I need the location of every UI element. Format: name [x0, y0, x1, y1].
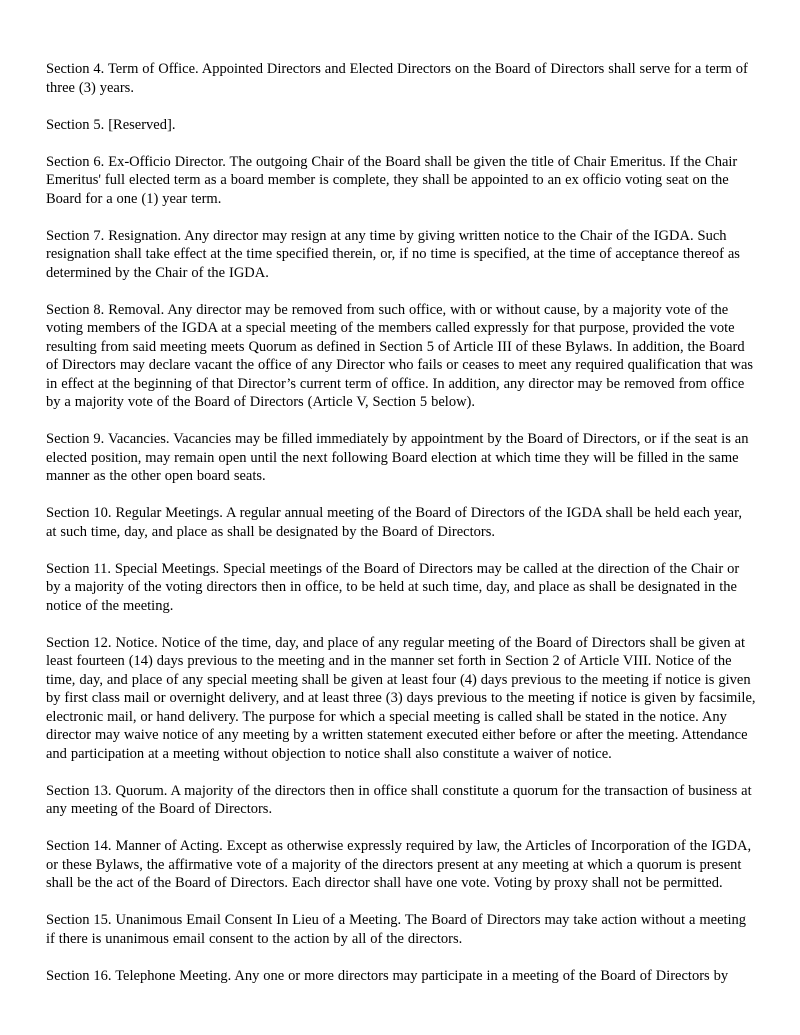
paragraph-section-12: Section 12. Notice. Notice of the time, day, and place of any regular meeting of the Board of Directors shall be given at least fourteen (14) days previous to the meeting and in the manner set forth in Section 2 of Article VIII. Notice of the time, day, and place of any special meeting shall be given at least four (4) days previous to the meeting if notice is given by first class mail or overnight delivery, and at least three (3) days previous to the meeting if notice is given by facsimile, electronic mail, or hand delivery. The purpose for which a special meeting is called shall be stated in the notice. Any director may waive notice of any meeting by a written statement executed either before or after the meeting. Attendance and participation at a meeting without objection to notice shall also constitute a waiver of notice. — [46, 634, 756, 762]
paragraph-section-4: Section 4. Term of Office. Appointed Directors and Elected Directors on the Board of Directors shall serve for a term of three (3) years. — [46, 61, 748, 96]
paragraph-section-14: Section 14. Manner of Acting. Except as otherwise expressly required by law, the Articles of Incorporation of the IGDA, or these Bylaws, the affirmative vote of a majority of the directors present at any meeting at which a quorum is present shall be the act of the Board of Directors. Each director shall have one vote. Voting by proxy shall not be permitted. — [46, 838, 752, 891]
paragraph-section-15: Section 15. Unanimous Email Consent In Lieu of a Meeting. The Board of Directors may take action without a meeting if there is unanimous email consent to the action by all of the directors. — [46, 912, 747, 947]
paragraph-section-13: Section 13. Quorum. A majority of the directors then in office shall constitute a quorum for the transaction of business at any meeting of the Board of Directors. — [46, 782, 752, 817]
paragraph-section-7: Section 7. Resignation. Any director may resign at any time by giving written notice to the Chair of the IGDA. Such resignation shall take effect at the time specified therein, or, if no time is specified, at the time of acceptance thereof as determined by the Chair of the IGDA. — [46, 227, 740, 281]
paragraph-section-10: Section 10. Regular Meetings. A regular annual meeting of the Board of Directors of the IGDA shall be held each year, at such time, day, and place as shall be designated by the Board of Directors. — [46, 505, 742, 540]
paragraph-section-5: Section 5. [Reserved]. — [46, 116, 176, 133]
paragraph-section-16: Section 16. Telephone Meeting. Any one or more directors may participate in a meeting of the Board of Directors by — [46, 967, 729, 984]
paragraph-section-8: Section 8. Removal. Any director may be removed from such office, with or without cause, by a majority vote of the voting members of the IGDA at a special meeting of the members called expressly for that purpose, provided the vote resulting from said meeting meets Quorum as defined in Section 5 of Article III of these Bylaws. In addition, the Board of Directors may declare vacant the office of any Director who fails or ceases to meet any required qualification that was in effect at the beginning of that Director’s current term of office. In addition, any director may be removed from office by a majority vote of the Board of Directors (Article V, Section 5 below). — [46, 301, 754, 410]
paragraph-section-11: Section 11. Special Meetings. Special meetings of the Board of Directors may be called at the direction of the Chair or by a majority of the voting directors then in office, to be held at such time, day, and place as shall be designated in the notice of the meeting. — [46, 560, 740, 614]
paragraph-section-9: Section 9. Vacancies. Vacancies may be filled immediately by appointment by the Board of Directors, or if the seat is an elected position, may remain open until the next following Board election at which time they will be filled in the same manner as the other open board seats. — [46, 431, 749, 484]
paragraph-section-6: Section 6. Ex-Officio Director. The outgoing Chair of the Board shall be given the title of Chair Emeritus. If the Chair Emeritus' full elected term as a board member is complete, they shall be appointed to an ex officio voting seat on the Board for a one (1) year term. — [46, 153, 738, 207]
